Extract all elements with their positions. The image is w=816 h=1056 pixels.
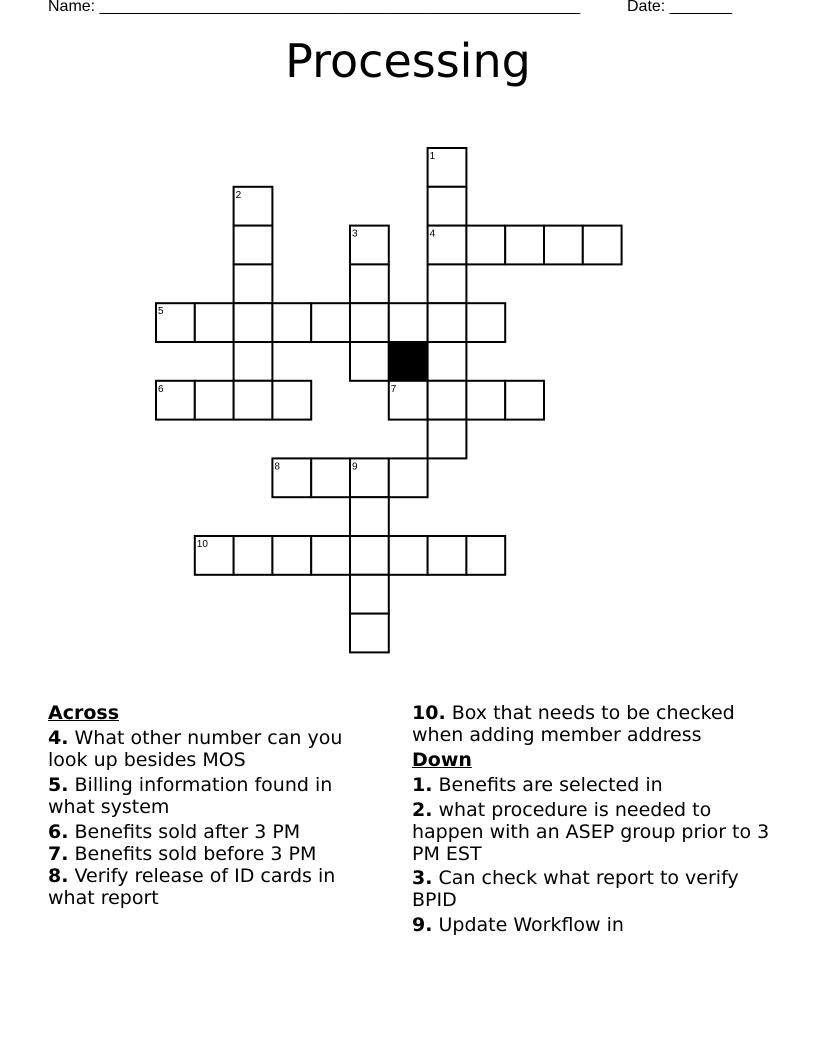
numbered-cell[interactable]	[156, 303, 195, 342]
date-field[interactable]: Date: _______	[627, 0, 732, 15]
grid-cell[interactable]	[466, 303, 505, 342]
grid-cell[interactable]	[428, 342, 467, 381]
clue-text: Benefits sold before 3 PM	[74, 843, 317, 865]
grid-cell[interactable]	[389, 536, 428, 575]
grid-cell[interactable]	[505, 226, 544, 265]
clue-number: 8.	[48, 865, 69, 887]
clue-text: Box that needs to be checked when adding member address	[412, 702, 735, 746]
grid-cell[interactable]	[505, 381, 544, 420]
clue-number-label: 7	[390, 383, 397, 395]
clue-number-label: 10	[196, 539, 208, 550]
grid-cell[interactable]	[466, 226, 505, 265]
numbered-cell[interactable]	[350, 458, 389, 497]
numbered-cell[interactable]	[389, 381, 428, 420]
grid-cell[interactable]	[389, 303, 428, 342]
down-clue	[412, 867, 772, 911]
grid-cell[interactable]	[234, 226, 273, 265]
grid-cell[interactable]	[428, 187, 467, 226]
across-clue	[48, 865, 378, 909]
grid-cell[interactable]	[311, 536, 350, 575]
numbered-cell[interactable]	[234, 187, 273, 226]
across-clue	[412, 702, 772, 746]
clue-number-label: 4	[429, 228, 436, 240]
clue-number-label: 8	[274, 461, 280, 473]
grid-cell[interactable]	[428, 264, 467, 303]
clues-right-column	[412, 702, 772, 939]
grid-cell[interactable]	[350, 536, 389, 575]
down-clue	[412, 774, 772, 796]
clue-number-label: 3	[352, 228, 358, 240]
grid-cell[interactable]	[428, 420, 467, 459]
clue-text: Verify release of ID cards in what report	[48, 865, 336, 909]
grid-cell[interactable]	[350, 497, 389, 536]
grid-cell[interactable]	[311, 458, 350, 497]
clue-number: 1.	[412, 774, 433, 796]
grid-cell[interactable]	[272, 381, 311, 420]
grid-cell[interactable]	[466, 536, 505, 575]
grid-cell[interactable]	[195, 381, 234, 420]
clue-number: 6.	[48, 821, 69, 843]
grid-cell[interactable]	[350, 614, 389, 653]
clue-number: 2.	[412, 799, 433, 821]
down-heading: Down	[412, 749, 472, 771]
across-clue	[48, 774, 378, 818]
grid-cell[interactable]	[428, 536, 467, 575]
grid-cell[interactable]	[234, 381, 273, 420]
grid-cell[interactable]	[272, 303, 311, 342]
clue-number-label: 5	[158, 306, 164, 318]
clue-number: 10.	[412, 702, 446, 724]
down-clue	[412, 914, 772, 936]
clue-number: 4.	[48, 727, 69, 749]
clue-number-label: 9	[352, 461, 358, 473]
name-field[interactable]: Name: ______________________________________________________	[48, 0, 581, 15]
numbered-cell[interactable]	[428, 226, 467, 265]
grid-cell[interactable]	[234, 342, 273, 381]
grid-cell[interactable]	[311, 303, 350, 342]
numbered-cell[interactable]	[272, 458, 311, 497]
grid-cell[interactable]	[350, 264, 389, 303]
clue-text: What other number can you look up besides MOS	[48, 727, 343, 771]
grid-cell[interactable]	[234, 536, 273, 575]
grid-cell[interactable]	[350, 303, 389, 342]
clue-number-label: 6	[158, 383, 164, 395]
clue-text: Billing information found in what system	[48, 774, 333, 818]
grid-cell[interactable]	[350, 342, 389, 381]
grid-cell[interactable]	[272, 536, 311, 575]
numbered-cell[interactable]	[428, 148, 467, 187]
clue-number-label: 2	[235, 189, 242, 201]
numbered-cell[interactable]	[156, 381, 195, 420]
clues-left-column	[48, 702, 378, 912]
clue-text: Can check what report to verify BPID	[412, 867, 739, 911]
clue-number: 7.	[48, 843, 69, 865]
grid-cell[interactable]	[234, 303, 273, 342]
across-heading: Across	[48, 702, 120, 724]
down-clue	[412, 799, 772, 865]
numbered-cell[interactable]	[350, 226, 389, 265]
grid-cell[interactable]	[389, 458, 428, 497]
clue-text: what procedure is needed to happen with an ASEP group prior to 3 PM EST	[412, 799, 770, 865]
clue-number-label: 1	[429, 151, 436, 162]
grid-cell[interactable]	[428, 303, 467, 342]
across-clue	[48, 821, 378, 843]
clue-number: 3.	[412, 867, 433, 889]
clue-text: Benefits are selected in	[438, 774, 663, 796]
grid-cell[interactable]	[195, 303, 234, 342]
clue-number: 9.	[412, 914, 433, 936]
black-cell	[389, 342, 428, 381]
across-clue	[48, 727, 378, 771]
grid-cell[interactable]	[428, 381, 467, 420]
clue-text: Update Workflow in	[438, 914, 624, 936]
clue-number: 5.	[48, 774, 69, 796]
grid-cell[interactable]	[583, 226, 622, 265]
numbered-cell[interactable]	[195, 536, 234, 575]
across-clue	[48, 843, 378, 865]
grid-cell[interactable]	[350, 575, 389, 614]
grid-cell[interactable]	[234, 264, 273, 303]
clue-text: Benefits sold after 3 PM	[74, 821, 301, 843]
page-title: Processing	[285, 34, 531, 88]
grid-cell[interactable]	[544, 226, 583, 265]
grid-cell[interactable]	[466, 381, 505, 420]
